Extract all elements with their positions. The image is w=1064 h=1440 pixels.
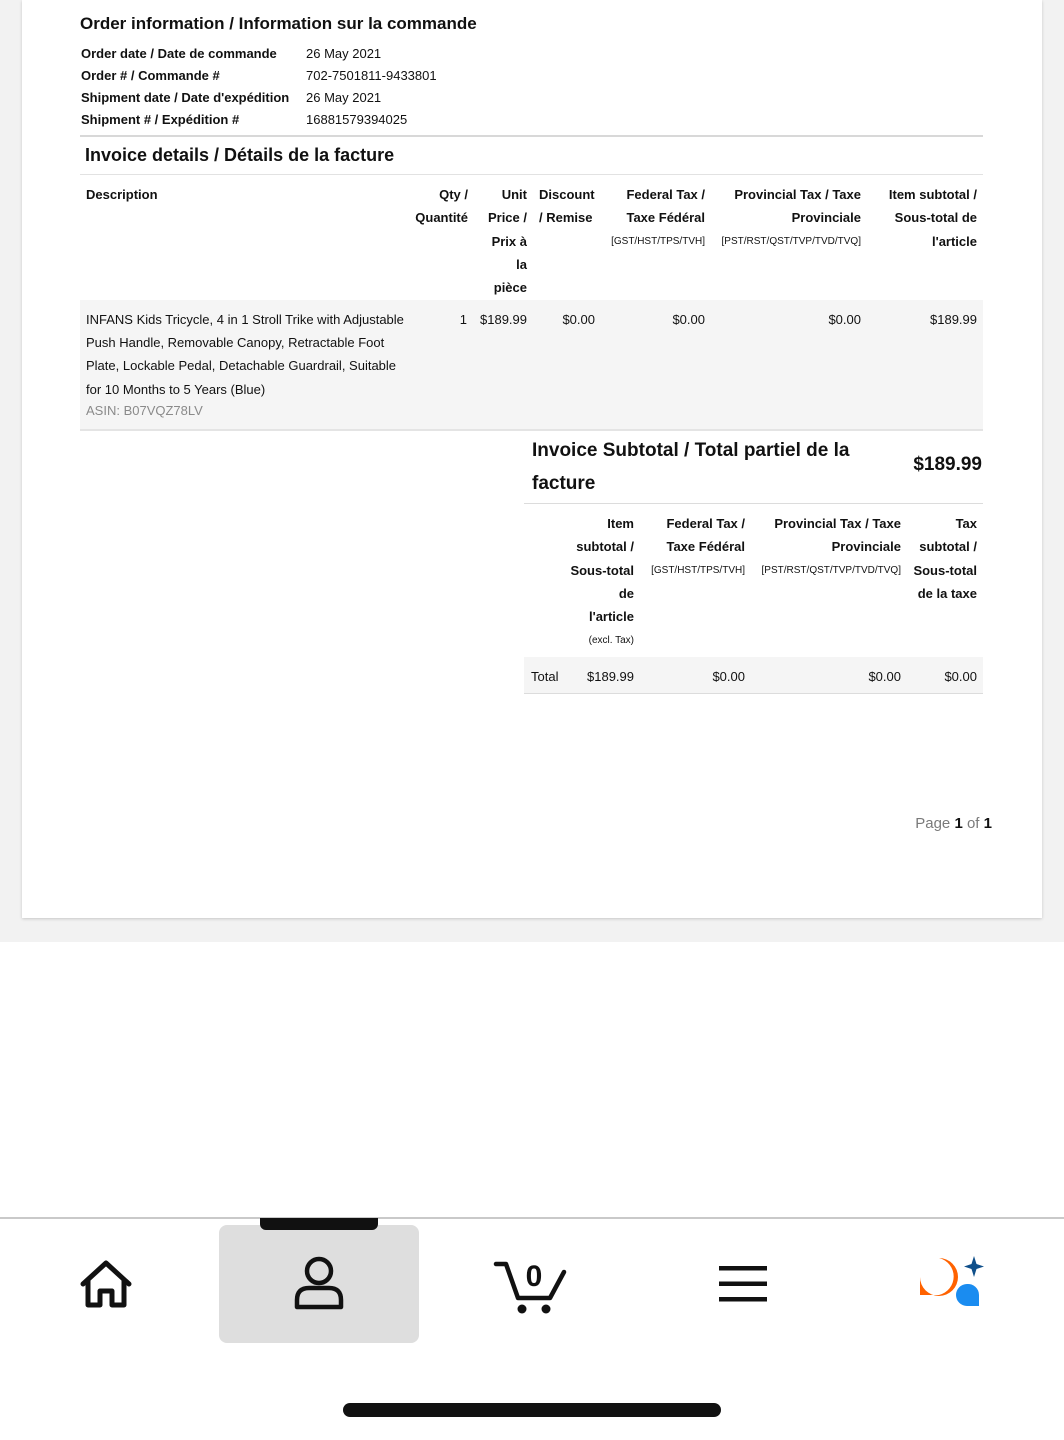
sub-col-federal-tax-codes: [GST/HST/TPS/TVH] — [651, 565, 745, 576]
sub-col-federal-tax-header: Federal Tax / Taxe Fédéral — [666, 516, 745, 555]
col-provincial-tax-codes: [PST/RST/QST/TVP/TVD/TVQ] — [721, 236, 861, 247]
total-provincial-tax: $0.00 — [868, 669, 901, 684]
nav-menu-button[interactable] — [643, 1225, 843, 1343]
section-divider — [80, 135, 983, 137]
item-subtotal: $189.99 — [930, 312, 977, 327]
col-federal-tax-header: Federal Tax / Taxe Fédéral — [626, 187, 705, 226]
order-date-value: 26 May 2021 — [306, 46, 382, 61]
total-tax-subtotal: $0.00 — [944, 669, 977, 684]
col-qty-header: Qty / Quantité — [415, 187, 468, 226]
total-label: Total — [531, 669, 559, 684]
order-number-value: 702-7501811-9433801 — [306, 68, 437, 83]
total-item-subtotal: $189.99 — [587, 669, 634, 684]
order-info-heading: Order information / Information sur la commande — [80, 14, 477, 33]
page-current: 1 — [954, 815, 963, 832]
invoice-page — [22, 0, 1042, 918]
page-prefix: Page — [915, 815, 951, 832]
item-unit-price: $189.99 — [480, 312, 527, 327]
row-divider — [80, 429, 983, 431]
home-icon — [79, 1258, 133, 1310]
total-divider — [524, 693, 983, 694]
shipment-number-label: Shipment # / Expédition # — [81, 112, 240, 127]
order-date-label: Order date / Date de commande — [81, 46, 277, 61]
col-description-header: Description — [86, 187, 158, 202]
nav-home-button[interactable] — [6, 1225, 206, 1343]
col-provincial-tax-header: Provincial Tax / Taxe Provinciale — [734, 187, 861, 226]
nav-assistant-button[interactable] — [853, 1225, 1053, 1343]
page-indicator — [915, 815, 992, 832]
item-asin: ASIN: B07VQZ78LV — [86, 403, 203, 418]
total-federal-tax: $0.00 — [712, 669, 745, 684]
col-item-subtotal-header: Item subtotal / Sous-total de l'article — [888, 187, 977, 249]
item-federal-tax: $0.00 — [672, 312, 705, 327]
shipment-date-value: 26 May 2021 — [306, 90, 382, 105]
hamburger-menu-icon — [717, 1264, 769, 1304]
nav-cart-button[interactable] — [432, 1225, 632, 1343]
sub-col-provincial-tax-header: Provincial Tax / Taxe Provinciale — [774, 516, 901, 555]
shipment-date-label: Shipment date / Date d'expédition — [81, 90, 290, 105]
invoice-details-heading: Invoice details / Détails de la facture — [85, 145, 395, 165]
nav-account-button[interactable] — [219, 1225, 419, 1343]
sub-col-excl-tax: (excl. Tax) — [588, 635, 634, 646]
cart-count: 0 — [525, 1260, 543, 1293]
subtotal-divider — [524, 503, 983, 504]
col-federal-tax-codes: [GST/HST/TPS/TVH] — [611, 236, 705, 247]
col-unit-price-header: Unit Price / Prix à la pièce — [487, 187, 527, 296]
invoice-subtotal-amount: $189.99 — [913, 454, 982, 475]
person-icon — [292, 1256, 346, 1312]
home-indicator-bar[interactable] — [343, 1403, 721, 1417]
item-qty: 1 — [459, 312, 467, 327]
active-tab-indicator — [260, 1218, 378, 1230]
page-total: 1 — [983, 815, 992, 832]
col-discount-header: Discount / Remise — [539, 187, 595, 226]
invoice-subtotal-title: Invoice Subtotal / Total partiel de la facture — [532, 440, 850, 494]
assistant-icon — [917, 1254, 989, 1314]
item-description: INFANS Kids Tricycle, 4 in 1 Stroll Trike with Adjustable Push Handle, Removable Canopy, Retractable Foot Plate, Lockable Pedal, Detachable Guardrail, Suitable for 10 Months to 5 Years (Blue) — [86, 312, 404, 397]
cart-icon — [492, 1252, 572, 1316]
table-header-divider — [80, 174, 983, 175]
sub-col-provincial-tax-codes: [PST/RST/QST/TVP/TVD/TVQ] — [761, 565, 901, 576]
item-provincial-tax: $0.00 — [828, 312, 861, 327]
order-number-label: Order # / Commande # — [81, 68, 220, 83]
page-of: of — [966, 815, 980, 832]
sub-col-item-subtotal-header: Item subtotal / Sous-total de l'article — [570, 516, 634, 625]
item-discount: $0.00 — [562, 312, 595, 327]
shipment-number-value: 16881579394025 — [306, 112, 408, 127]
sub-col-tax-subtotal-header: Tax subtotal / Sous-total de la taxe — [913, 516, 977, 601]
